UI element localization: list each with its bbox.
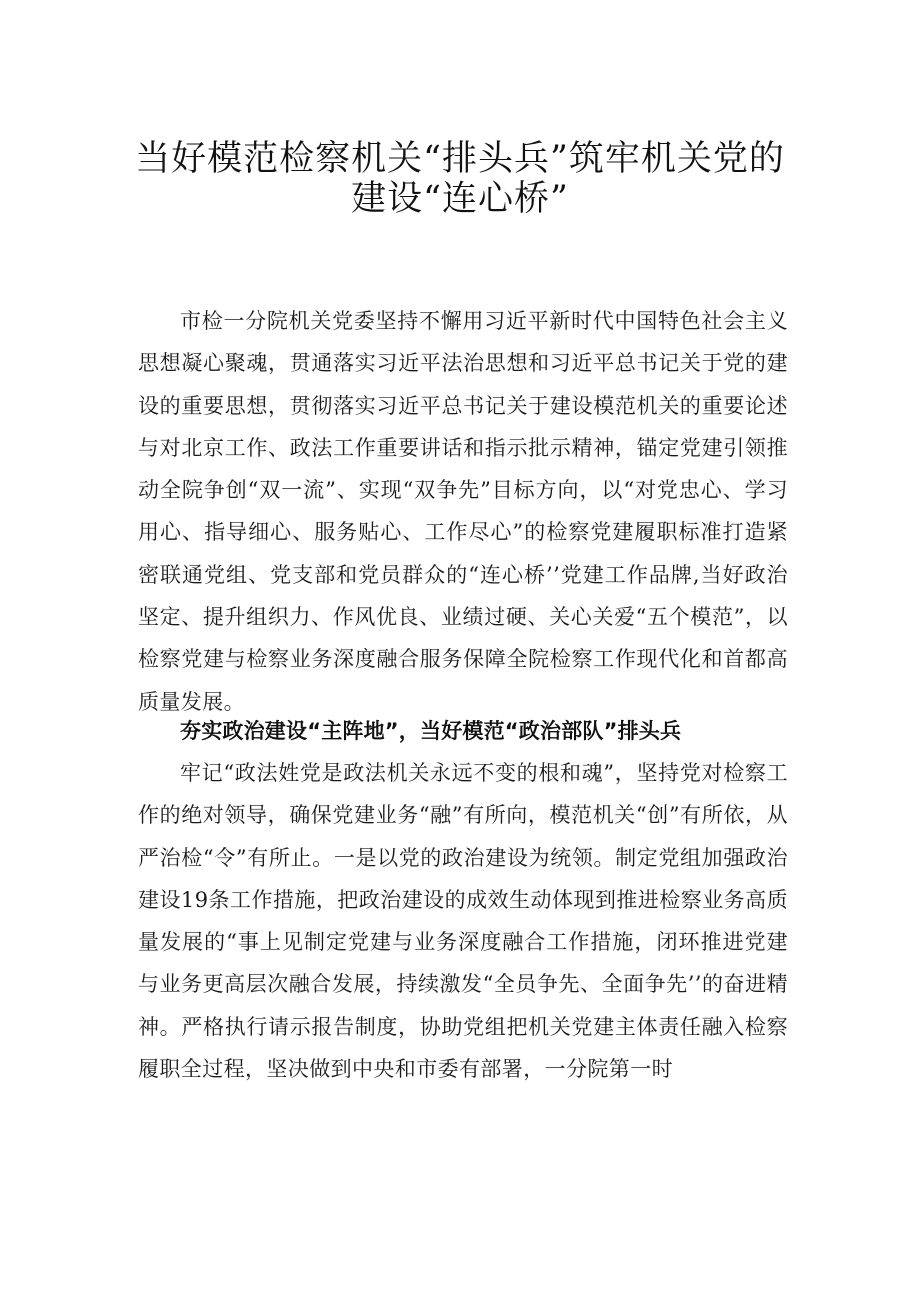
paragraph-political-building: 牢记“政法姓党是政法机关永远不变的根和魂”，坚持党对检察工作的绝对领导，确保党建业务“融”有所向，模范机关“创”有所依，从严治检“令”有所止。一是以党的政治建设为统领。制定党组加强政治建设19条工作措施，把政治建设的成效生动体现到推进检察业务高质量发展的“事上见制定党建与业务深度融合工作措施，闭环推进党建与业务更高层次融合发展，持续激发“全员争先、全面争先’’的奋进精神。严格执行请示报告制度，协助党组把机关党建主体责任融入检察履职全过程，坚决做到中央和市委有部署，一分院第一时 [138, 761, 788, 1082]
section-heading: 夯实政治建设“主阵地”，当好模范“政治部队”排头兵 [180, 719, 682, 743]
document-title-line-1: 当好模范检察机关“排头兵”筑牢机关党的 [135, 139, 785, 179]
paragraph-intro: 市检一分院机关党委坚持不懈用习近平新时代中国特色社会主义思想凝心聚魂，贯通落实习近平法治思想和习近平总书记关于党的建设的重要思想，贯彻落实习近平总书记关于建设模范机关的重要论述与对北京工作、政法工作重要讲话和指示批示精神，锚定党建引领推动全院争创“双一流”、实现“双争先”目标方向，以“对党忠心、学习用心、指导细心、服务贴心、工作尽心”的检察党建履职标准打造紧密联通党组、党支部和党员群众的“连心桥’’党建工作品牌,当好政治坚定、提升组织力、作风优良、业绩过硬、关心关爱“五个模范”，以检察党建与检察业务深度融合服务保障全院检察工作现代化和首都高质量发展。 [138, 309, 788, 714]
document-title-line-2: 建设“连心桥” [351, 179, 569, 219]
